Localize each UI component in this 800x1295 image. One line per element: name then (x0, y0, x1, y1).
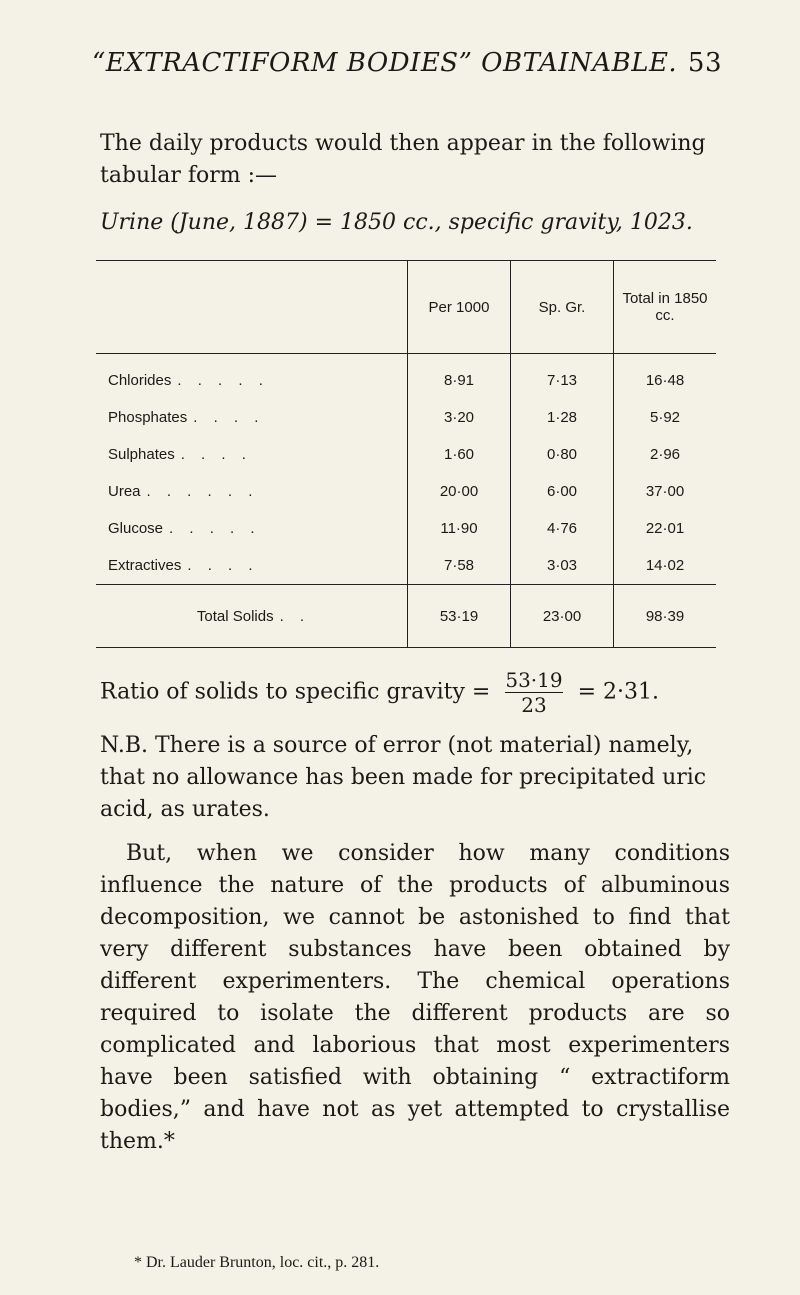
intro-text: The daily products would then appear in the following tabular form :— (100, 131, 706, 188)
cell-total: 16·48 (614, 354, 717, 400)
fraction-numerator: 53·19 (505, 668, 563, 692)
cell-sp-gr: 6·00 (511, 473, 614, 510)
header-total: Total in 1850 cc. (614, 261, 717, 354)
table-row (96, 399, 716, 436)
footnote: * Dr. Lauder Brunton, loc. cit., p. 281. (134, 1254, 380, 1271)
running-header (92, 48, 722, 78)
table-header-row (96, 261, 716, 354)
table-row (96, 473, 716, 510)
header-sp-gr: Sp. Gr. (511, 261, 614, 354)
total-per-1000: 53·19 (408, 585, 511, 648)
ratio-result: = 2·31. (577, 679, 660, 705)
cell-total: 2·96 (614, 436, 717, 473)
total-row (96, 585, 716, 648)
cell-total: 37·00 (614, 473, 717, 510)
total-total: 98·39 (614, 585, 717, 648)
fraction-denominator: 23 (505, 692, 562, 717)
table-row (96, 354, 716, 400)
row-name: Sulphates (108, 446, 175, 463)
cell-per-1000: 1·60 (408, 436, 511, 473)
leader-dots: . . . . (193, 409, 265, 426)
row-name: Urea (108, 483, 141, 500)
leader-dots: . . . . (187, 557, 259, 574)
ratio-fraction (505, 668, 562, 717)
leader-dots: . . . . . . (146, 483, 259, 500)
cell-total: 22·01 (614, 510, 717, 547)
cell-total: 14·02 (614, 547, 717, 585)
nb-note: N.B. There is a source of error (not material) namely, that no allowance has been made for precipitated uric acid, as urates. (100, 733, 707, 822)
cell-sp-gr: 3·03 (511, 547, 614, 585)
cell-sp-gr: 1·28 (511, 399, 614, 436)
leader-dots: . . . . . (177, 372, 269, 389)
header-per-1000: Per 1000 (408, 261, 511, 354)
cell-sp-gr: 0·80 (511, 436, 614, 473)
cell-per-1000: 20·00 (408, 473, 511, 510)
total-sp-gr: 23·00 (511, 585, 614, 648)
row-name: Extractives (108, 557, 182, 574)
cell-sp-gr: 4·76 (511, 510, 614, 547)
header-blank (96, 261, 408, 354)
row-name: Phosphates (108, 409, 188, 426)
urine-line: Urine (June, 1887) = 1850 cc., specific gravity, 1023. (100, 210, 693, 235)
ratio-label: Ratio of solids to specific gravity = (100, 679, 491, 705)
row-name: Glucose (108, 520, 164, 537)
cell-per-1000: 11·90 (408, 510, 511, 547)
cell-total: 5·92 (614, 399, 717, 436)
page-number: 53 (687, 48, 722, 78)
cell-per-1000: 7·58 (408, 547, 511, 585)
body-paragraph: But, when we consider how many conditions influence the nature of the products of albuminous decomposition, we cannot be astonished to find that very different substances have been obtained by different experimenters. The chemical operations required to isolate the different products are so complicated and laborious that most experimenters have been satisfied with obtaining “ extractiform bodies,” and have not as yet attempted to crystallise them.* (100, 841, 730, 1154)
row-name: Chlorides (108, 372, 172, 389)
leader-dots: . . . . (180, 446, 252, 463)
products-table (96, 260, 716, 648)
cell-per-1000: 8·91 (408, 354, 511, 400)
cell-per-1000: 3·20 (408, 399, 511, 436)
leader-dots: . . (279, 607, 311, 625)
cell-sp-gr: 7·13 (511, 354, 614, 400)
header-title: “EXTRACTIFORM BODIES” OBTAINABLE. (92, 48, 678, 78)
ratio-equation (100, 668, 740, 717)
leader-dots: . . . . . (169, 520, 261, 537)
table-row (96, 436, 716, 473)
table-row (96, 510, 716, 547)
table-row (96, 547, 716, 585)
total-label: Total Solids (196, 607, 274, 625)
